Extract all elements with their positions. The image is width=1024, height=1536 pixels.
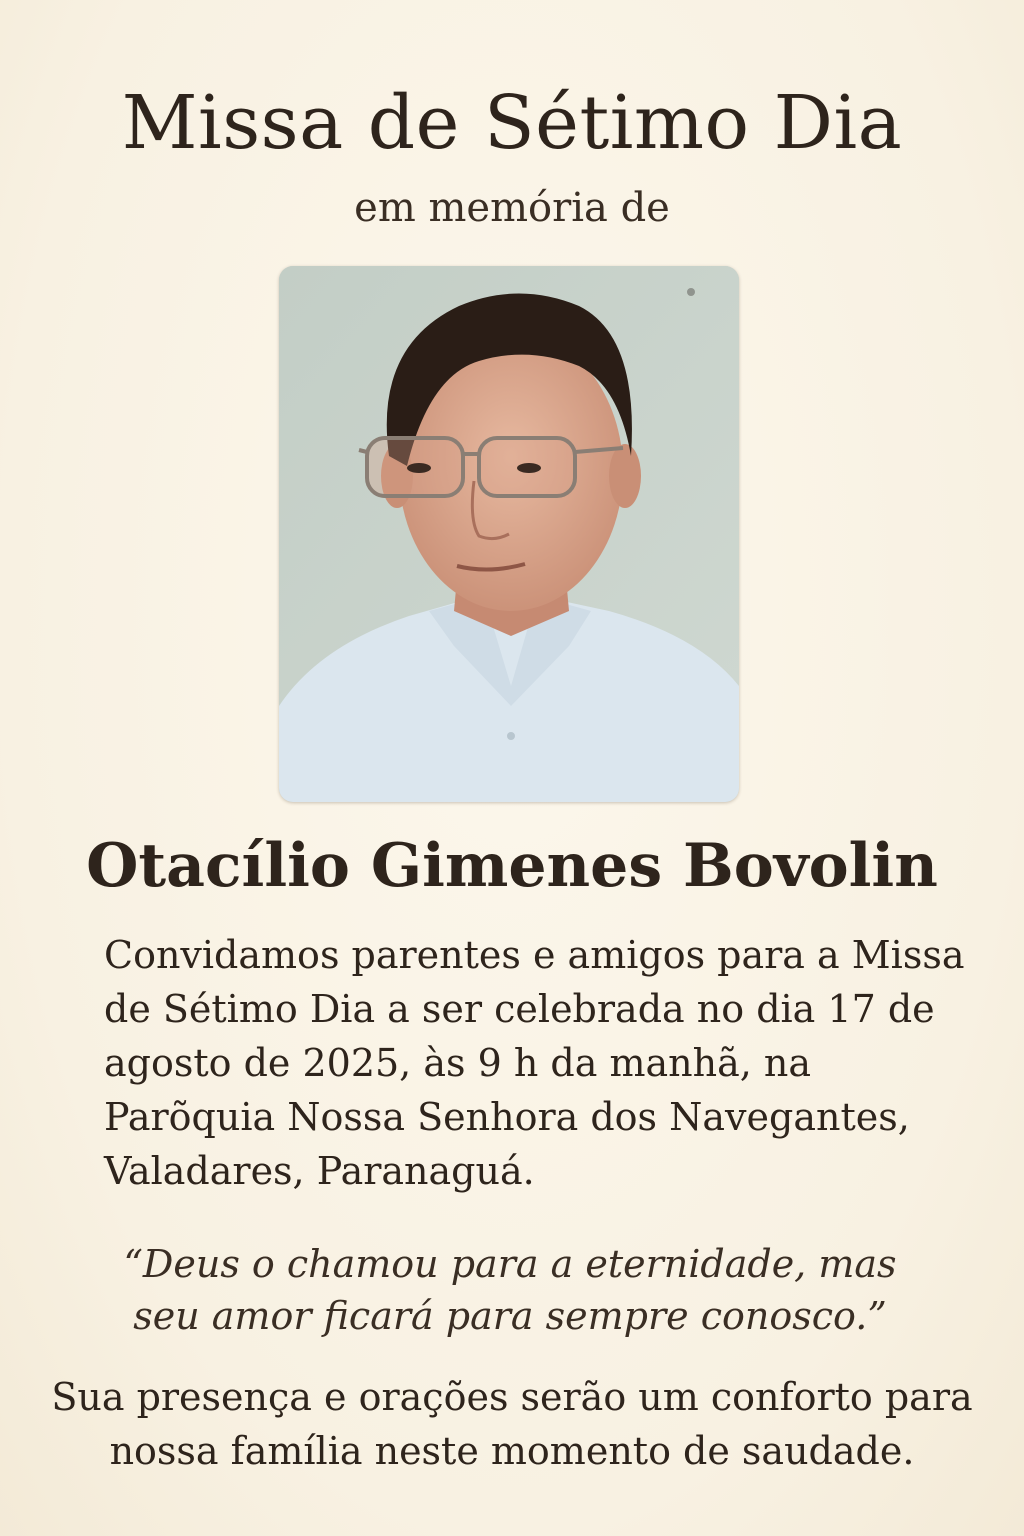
closing-text: Sua presença e orações serão um conforto para nossa família neste momento de saudade. [51,1375,973,1473]
invitation-text: Convidamos parentes e amigos para a Missa de Sétimo Dia a ser celebrada no dia 17 de agosto de 2025, às 9 h da manhã, na Parõquia Nossa Senhora dos Navegantes, Valadares, Paranaguá. [104,933,965,1193]
card-title: Missa de Sétimo Dia [121,80,903,166]
portrait-photo [279,266,739,802]
deceased-name: Otacílio Gimenes Bovolin [86,831,938,901]
memorial-quote: “Deus o chamou para a eternidade, mas seu amor ficará para sempre conosco.” [123,1242,897,1338]
card-subtitle: em memória de [354,185,670,231]
